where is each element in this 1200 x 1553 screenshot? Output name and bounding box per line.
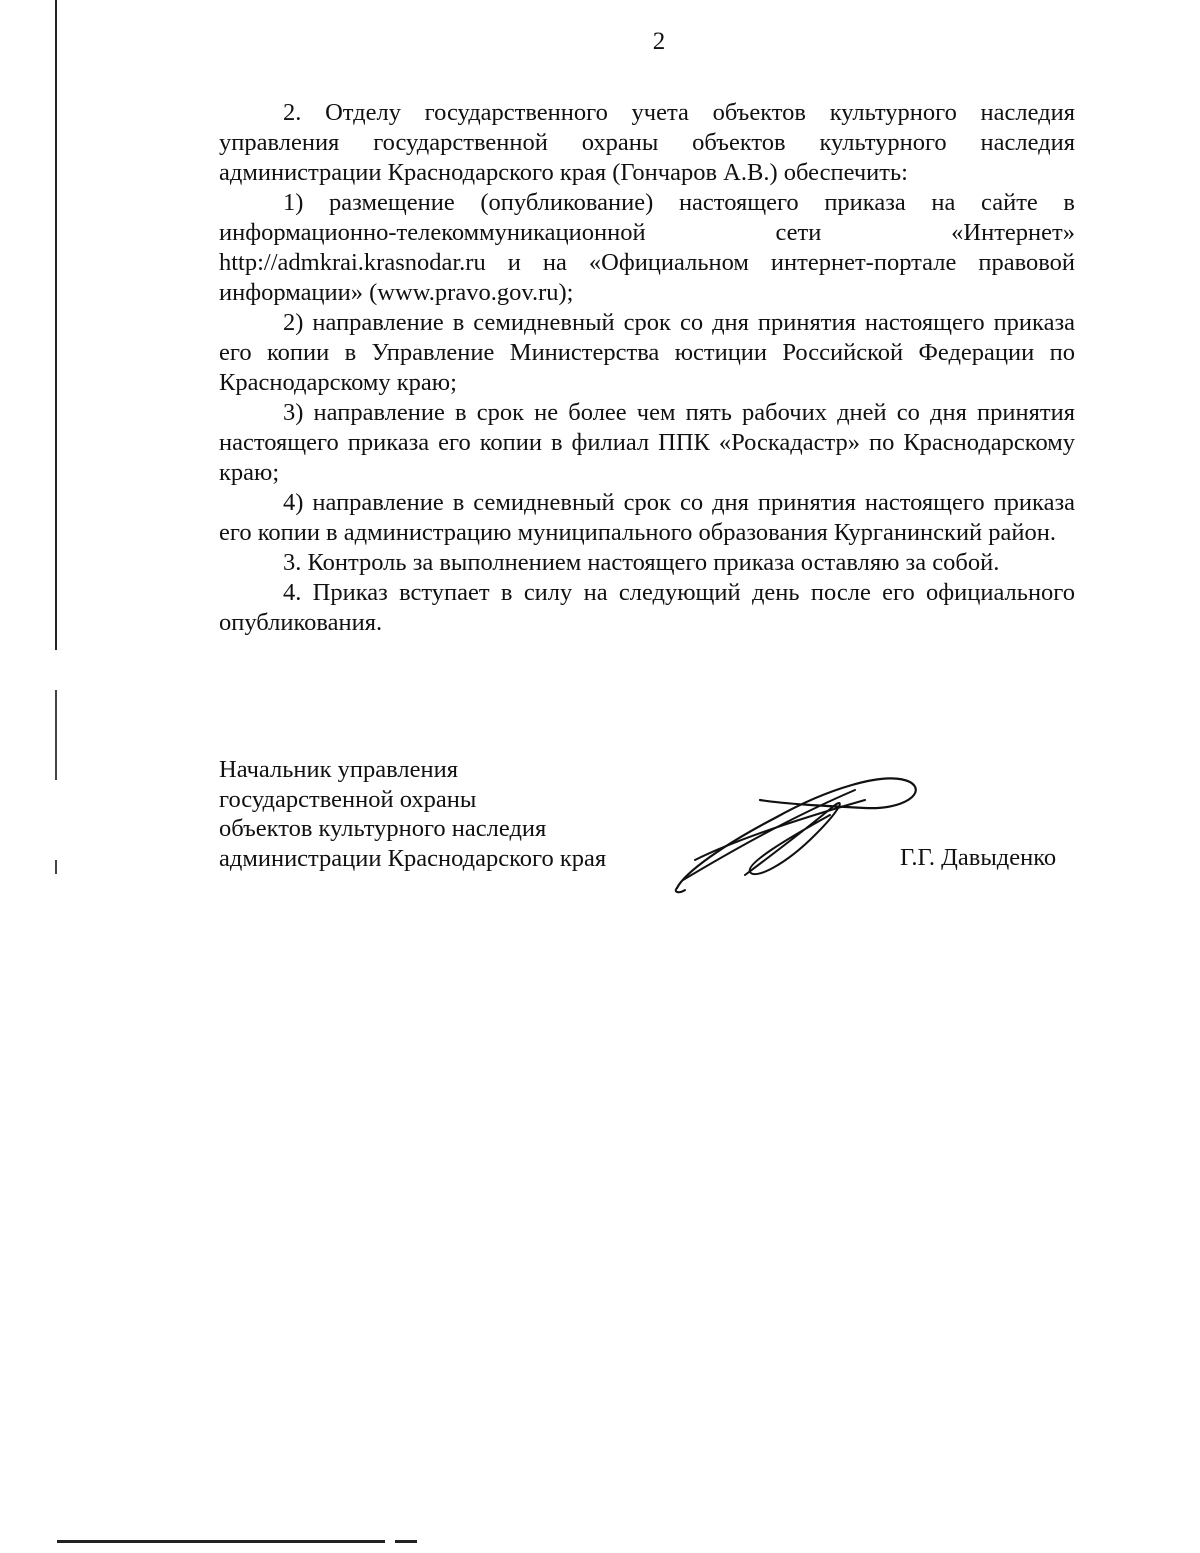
- paragraph-subitem-4: 4) направление в семидневный срок со дня принятия настоящего приказа его копии в администрацию муниципального образования Курганинский район.: [219, 489, 1075, 546]
- signer-title-line: объектов культурного наследия: [219, 815, 547, 842]
- scan-edge-left: [55, 0, 57, 650]
- signer-title-line: Начальник управления: [219, 756, 458, 783]
- scan-edge-bottom: [57, 1540, 385, 1543]
- signer-title-line: государственной охраны: [219, 785, 477, 813]
- page-number: 2: [652, 28, 666, 55]
- paragraph-item-3: 3. Контроль за выполнением настоящего приказа оставляю за собой.: [283, 549, 1000, 576]
- scan-edge-left-dash: [55, 860, 57, 874]
- handwritten-signature: [665, 760, 925, 900]
- paragraph-subitem-3: 3) направление в срок не более чем пять рабочих дней со дня принятия настоящего приказа его копии в филиал ППК «Роскадастр» по Краснодарскому краю;: [219, 399, 1075, 486]
- signer-title: [219, 755, 606, 873]
- scan-edge-left-dash: [55, 690, 57, 780]
- paragraph-subitem-2: 2) направление в семидневный срок со дня принятия настоящего приказа его копии в Управление Министерства юстиции Российской Федерации по Краснодарскому краю;: [219, 309, 1075, 396]
- paragraph-item-2: 2. Отделу государственного учета объектов культурного наследия управления государственной охраны объектов культурного наследия администрации Краснодарского края (Гончаров А.В.) обеспечить:: [219, 99, 1075, 186]
- paragraph-item-4: 4. Приказ вступает в силу на следующий день после его официального опубликования.: [219, 579, 1075, 636]
- paragraph-subitem-1: 1) размещение (опубликование) настоящего приказа на сайте в информационно-телекоммуникационной сети «Интернет» http://admkrai.krasnodar.ru и на «Официальном интернет-портале правовой информации» (www.pravo.gov.ru);: [219, 189, 1075, 306]
- scan-edge-bottom: [395, 1540, 417, 1543]
- document-body: [219, 98, 1075, 638]
- signer-name: Г.Г. Давыденко: [900, 844, 1057, 871]
- signer-title-line: администрации Краснодарского края: [219, 844, 607, 872]
